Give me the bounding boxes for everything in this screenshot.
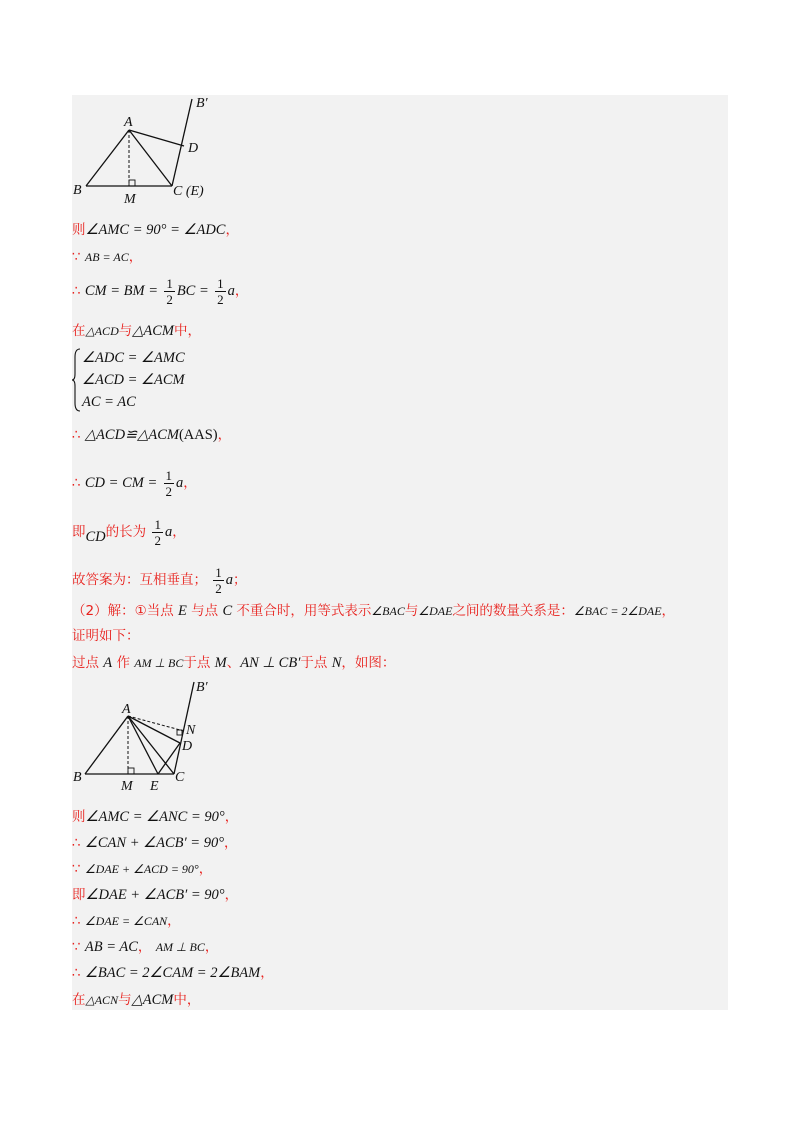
label-c-e: C (E) (173, 184, 204, 199)
label-b-prime: B′ (196, 96, 208, 111)
line-15: 即∠DAE + ∠ACB′ = 90°， (72, 887, 239, 903)
line-4: 在△ACD与△ACM中， (72, 323, 201, 339)
line-5: ∴ △ACD≌△ACM(AAS)， (72, 427, 232, 443)
label-m-2: M (121, 779, 133, 794)
label-a: A (124, 115, 133, 130)
case-1: ∠ADC = ∠AMC (82, 350, 185, 366)
line-17: ∵ AB = AC， AM ⊥ BC， (72, 939, 219, 955)
cases-brace (72, 347, 82, 413)
line-16: ∴ ∠DAE = ∠CAN， (72, 913, 181, 929)
label-b-2: B (73, 770, 82, 785)
line-13: ∴ ∠CAN + ∠ACB′ = 90°， (72, 835, 238, 851)
figure-1 (72, 95, 252, 210)
label-d: D (188, 141, 199, 156)
line-1: 则∠AMC = 90° = ∠ADC， (72, 222, 239, 238)
line-12: 则∠AMC = ∠ANC = 90°， (72, 809, 239, 825)
case-2: ∠ACD = ∠ACM (82, 372, 185, 388)
label-n: N (186, 723, 196, 738)
line-7: 即CD的长为 $\frac{1}{2}$ a， (72, 517, 186, 548)
line-8: 故答案为：互相垂直； $\frac{1}{2}$ a； (72, 565, 247, 596)
line-9: （2）解：①当点 E 与点 C 不重合时，用等式表示∠BAC与∠DAE之间的数量关系是：∠BAC = 2∠DAE， (72, 603, 676, 619)
line-14: ∵ ∠DAE + ∠ACD = 90°， (72, 861, 213, 877)
line-6: ∴ CD = CM = $\frac{1}{2}$ a， (72, 468, 197, 499)
figure-2 (72, 677, 252, 795)
label-d-2: D (182, 739, 193, 754)
label-c-2: C (175, 770, 185, 785)
line-19: 在△ACN与△ACM中， (72, 992, 201, 1008)
line-2: ∵ AB = AC， (72, 249, 143, 265)
label-m: M (124, 192, 136, 207)
line-11: 过点 A 作 AM ⊥ BC于点 M、AN ⊥ CB′于点 N，如图： (72, 655, 396, 671)
label-e: E (150, 779, 159, 794)
label-a-2: A (122, 702, 131, 717)
line-10: 证明如下： (72, 628, 140, 644)
label-b: B (73, 183, 82, 198)
line-3: ∴ CM = BM = $\frac{1}{2}$ BC = $\frac{1}{2}$ a， (72, 276, 249, 307)
case-3: AC = AC (82, 394, 136, 410)
line-18: ∴ ∠BAC = 2∠CAM = 2∠BAM， (72, 965, 274, 981)
label-b-prime-2: B′ (196, 680, 208, 695)
